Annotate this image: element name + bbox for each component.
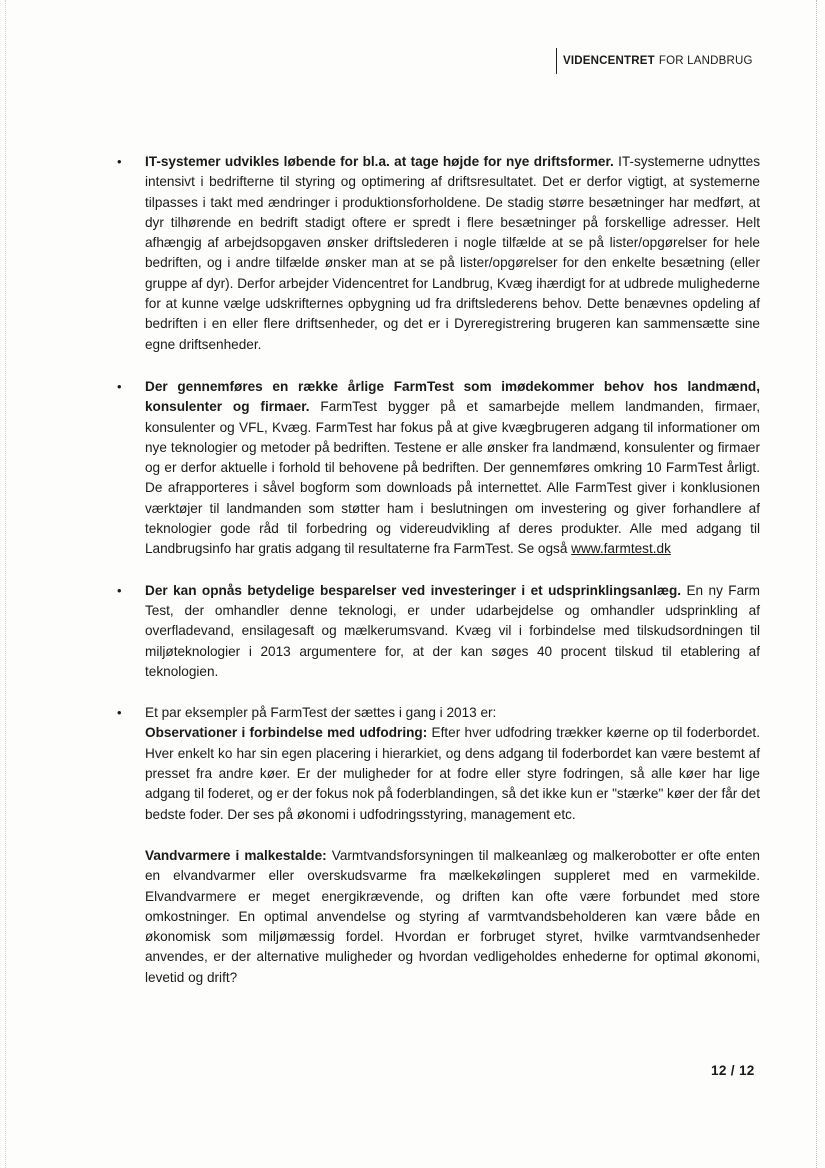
bullet-icon: • (117, 705, 122, 721)
bullet-sprinkling (117, 581, 760, 682)
bullet-farmtest (117, 377, 760, 560)
bullet-paragraph (145, 581, 760, 682)
farmtest-link[interactable]: www.farmtest.dk (571, 541, 671, 557)
example-body: Efter hver udfodring trækker køerne op til foderbordet. Hver enkelt ko har sin egen placering i hierarkiet, og dens adgang til foderbordet kan være bestemt af presset fra andre køer. Er der muligheder for at fodre eller styre fodringen, så alle køer har lige adgang til foderet, og er der fokus nok på foderblandingen, så det ikke kun er "stærke" køer der får det bedste foder. Der ses på økonomi i udfodringsstyring, management etc. (145, 725, 760, 822)
bullet-examples (117, 703, 760, 988)
bullet-body: En ny Farm Test, der omhandler denne teknologi, er under udarbejdelse og omhandler udsprinkling af overfladevand, ensilagesaft og mælkerumsvand. Kvæg vil i forbindelse med tilskudsordningen til miljøteknologier i 2013 argumentere for, at der kan søges 40 procent tilskud til etablering af teknologien. (145, 582, 761, 679)
bullet-body: FarmTest bygger på et samarbejde mellem landmanden, firmaer, konsulenter og VFL, Kvæg. FarmTest har fokus på at give kvægbrugeren adgang til informationer om nye teknologier og metoder på bedriften. Testene er alle ønsker fra landmænd, konsulenter og firmaer og er derfor aktuelle i forhold til behovene på bedriften. Der gennemføres omkring 10 FarmTest årligt. De afrapporteres i såvel bogform som downloads på internettet. Alle FarmTest giver i konklusionen værktøjer til landmanden som støtter ham i beslutningen om investering og giver forhandlere af teknologier gode råd til forbedring og videreudvikling af deres produkter. Alle med adgang til Landbrugsinfo har gratis adgang til resultaterne fra FarmTest. Se også (145, 399, 761, 557)
example-lead: Vandvarmere i malkestalde: (145, 847, 327, 863)
bullet-lead: Der gennemføres en række årlige FarmTest som imødekommer behov hos landmænd, konsulenter og firmaer. (145, 378, 760, 415)
bullet-icon: • (117, 582, 122, 598)
header-brand-bold: VIDENCENTRET (563, 55, 655, 67)
document-body (117, 152, 760, 988)
example-lead: Observationer i forbindelse med udfodring: (145, 725, 428, 741)
example-water-heaters (145, 846, 760, 988)
page-number: 12 / 12 (711, 1063, 755, 1078)
bullet-body: IT-systemerne udnyttes intensivt i bedrifterne til styring og optimering af driftsresultatet. Det er derfor vigtigt, at systemerne tilpasses i takt med ændringer i produktionsforholdene. De stadig større besætninger har medført, at dyr tilhørende en bedrift stadigt oftere er spredt i flere besætninger på forskellige adresser. Helt afhængig af arbejdsopgaven ønsker driftslederen i nogle tilfælde at se på lister/opgørelser for hele bedriften, og i andre tilfælde ønsker man at se på lister/opgørelser for den enkelte besætning (eller gruppe af dyr). Derfor arbejder Videncentret for Landbrug, Kvæg ihærdigt for at udbrede mulighederne for at kunne vælge udskrifternes opbygning ud fra driftslederens behov. Dette benævnes opdeling af bedriften i en eller flere driftsenheder, og det er i Dyreregistrering brugeren kan sammensætte sine egne driftsenheder. (145, 154, 760, 352)
bullet-lead: IT-systemer udvikles løbende for bl.a. at tage højde for nye driftsformer. (145, 154, 614, 169)
bullet-lead: Der kan opnås betydelige besparelser ved investeringer i et udsprinklingsanlæg. (145, 582, 682, 598)
example-feeding (145, 723, 760, 824)
examples-intro: Et par eksempler på FarmTest der sættes i gang i 2013 er: (145, 705, 497, 721)
example-body: Varmtvandsforsyningen til malkeanlæg og malkerobotter er ofte enten en elvandvarmer eller overskudsvarme fra mælkekølingen suppleret med en varmekilde. Elvandvarmere er meget energikrævende, og driften kan ofte være forbundet med store omkostninger. En optimal anvendelse og styring af varmtvandsbeholderen kan være både en økonomisk som miljømæssig fordel. Hvordan er forbruget styret, hvilke varmtvandsenheder anvendes, er der alternative muligheder og hvordan vedligeholdes enhederne for optimal økonomi, levetid og drift? (145, 847, 760, 985)
page-header (556, 48, 753, 74)
bullet-it-systems (117, 152, 760, 355)
header-brand-regular: FOR LANDBRUG (658, 55, 753, 67)
bullet-icon: • (117, 154, 122, 169)
page-edge-left (5, 0, 6, 1168)
page-edge-right (816, 0, 817, 1168)
bullet-icon: • (117, 378, 122, 394)
bullet-paragraph (145, 377, 760, 560)
bullet-paragraph (145, 152, 760, 355)
